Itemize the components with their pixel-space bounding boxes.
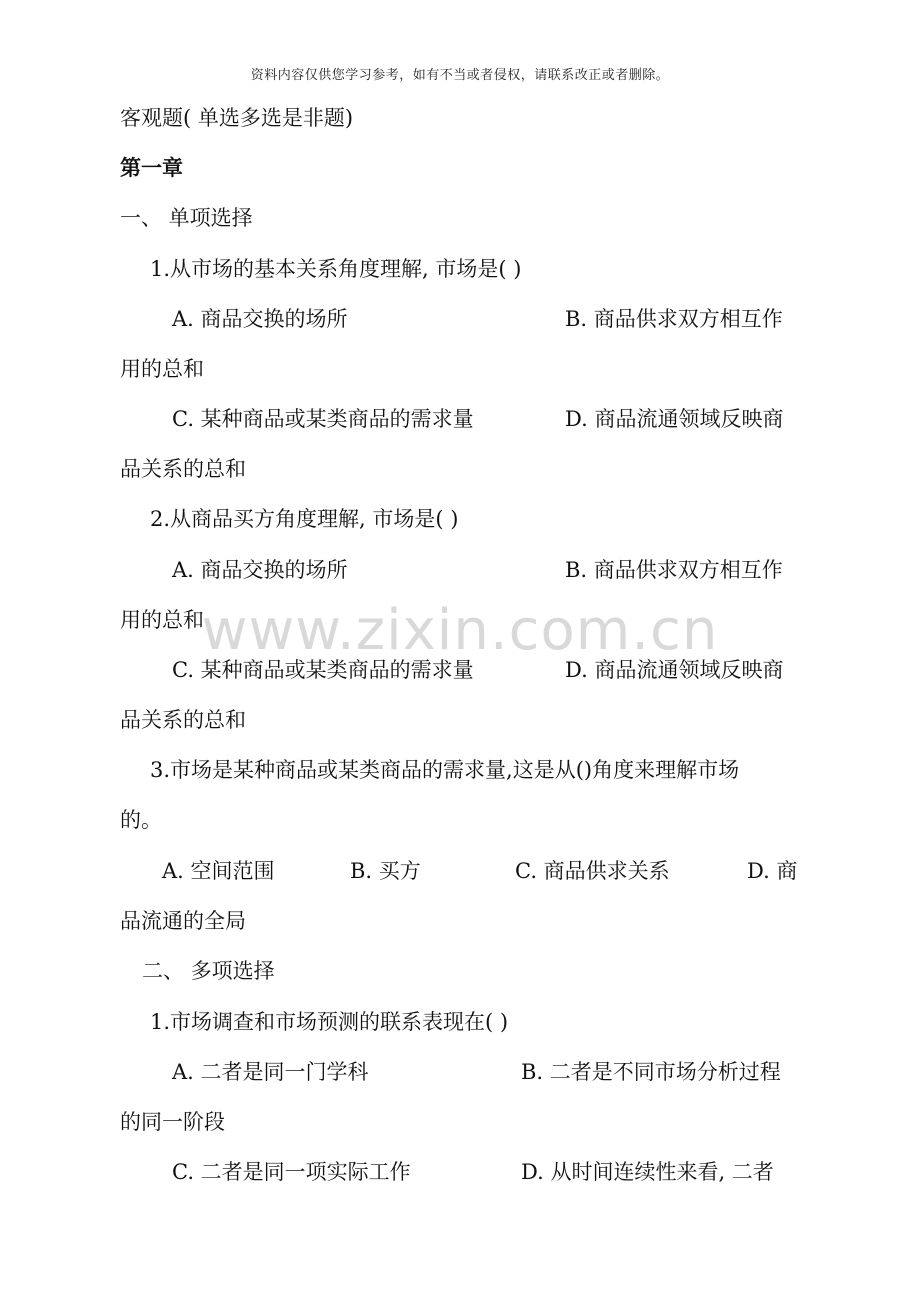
- chapter-heading: 第一章: [120, 155, 183, 180]
- question-stem: 3.市场是某种商品或某类商品的需求量,这是从()角度来理解市场: [150, 758, 740, 782]
- option-d: D. 商: [747, 859, 798, 883]
- option-b: B. 商品供求双方相互作: [565, 307, 783, 331]
- option-c: C. 商品供求关系: [515, 859, 670, 883]
- question-stem-continued: 的。: [120, 808, 162, 832]
- watermark: www.zixin.com.cn: [201, 598, 719, 663]
- header-disclaimer: 资料内容仅供您学习参考，如有不当或者侵权，请联系改正或者删除。: [250, 68, 670, 83]
- question-stem: 1.市场调查和市场预测的联系表现在( ): [150, 1010, 509, 1034]
- option-a: A. 空间范围: [162, 859, 275, 883]
- section-heading-single-choice: 一、 单项选择: [120, 206, 253, 230]
- option-b-continued: 用的总和: [120, 608, 204, 632]
- option-c: C. 某种商品或某类商品的需求量: [172, 407, 474, 431]
- option-b: B. 商品供求双方相互作: [565, 558, 783, 582]
- option-b: B. 买方: [350, 859, 421, 883]
- option-d: D. 从时间连续性来看, 二者: [521, 1160, 774, 1184]
- option-a: A. 商品交换的场所: [172, 558, 348, 582]
- option-a: A. 二者是同一门学科: [172, 1060, 369, 1084]
- option-d-continued: 品关系的总和: [120, 457, 246, 481]
- option-c: C. 二者是同一项实际工作: [172, 1160, 411, 1184]
- option-a: A. 商品交换的场所: [172, 307, 348, 331]
- option-d-continued: 品关系的总和: [120, 708, 246, 732]
- option-d-continued: 品流通的全局: [120, 909, 246, 933]
- option-b-continued: 用的总和: [120, 357, 204, 381]
- option-d: D. 商品流通领域反映商: [565, 407, 784, 431]
- option-d: D. 商品流通领域反映商: [565, 658, 784, 682]
- option-b: B. 二者是不同市场分析过程: [521, 1060, 781, 1084]
- option-b-continued: 的同一阶段: [120, 1110, 225, 1134]
- section-heading-multiple-choice: 二、 多项选择: [142, 959, 275, 983]
- question-stem: 2.从商品买方角度理解, 市场是( ): [150, 507, 459, 531]
- question-stem: 1.从市场的基本关系角度理解, 市场是( ): [150, 257, 522, 281]
- option-c: C. 某种商品或某类商品的需求量: [172, 658, 474, 682]
- page-title: 客观题( 单选多选是非题): [120, 106, 354, 130]
